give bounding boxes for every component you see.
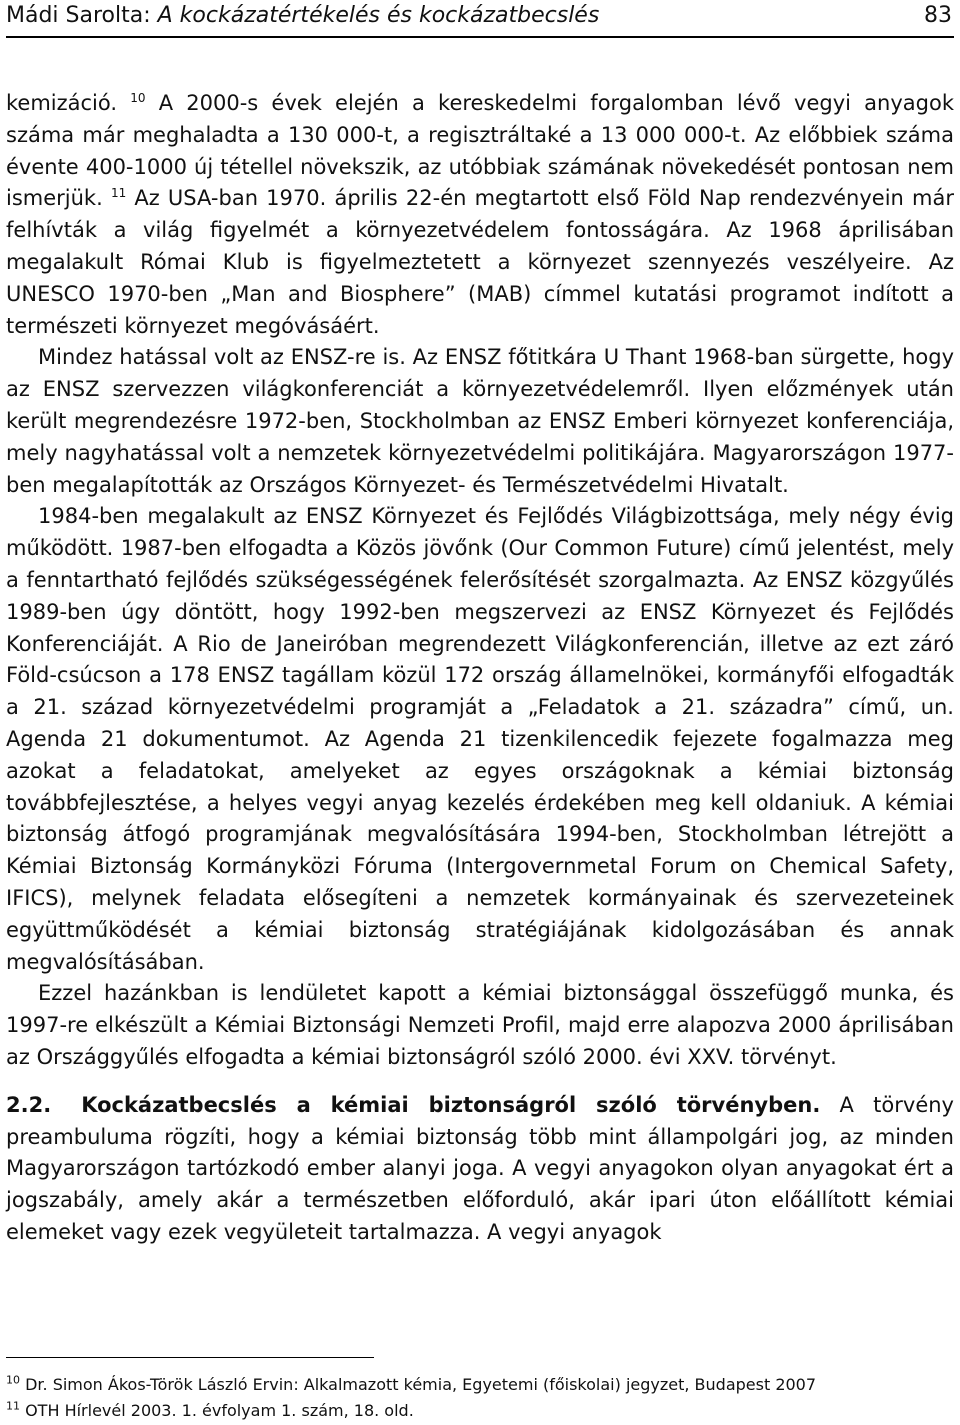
document-body: [6, 88, 954, 1249]
footnote-ref-10[interactable]: 10: [130, 91, 146, 105]
page-number: 83: [924, 3, 952, 28]
chapter-title: A kockázatértékelés és kockázatbecslés: [157, 3, 600, 28]
page-header: [6, 0, 954, 38]
footnote-ref-11[interactable]: 11: [110, 186, 127, 201]
paragraph-1: [6, 88, 954, 342]
paragraph-text: kemizáció.: [6, 91, 131, 115]
paragraph-text: A 2000-s évek elején a kereskedelmi forgalomban lévő vegyi anyagok száma már meghaladta a 130 000-t, a regisztráltaké a 13 000 000-t. Az előbbiek száma évente 400-1000 új tétellel növekszik, az utóbbiak számának növekedését pontosan nem ismerjük.: [6, 91, 954, 211]
footnote-divider: [6, 1357, 374, 1358]
paragraph-text: Az USA-ban 1970. április 22-én megtartott első Föld Nap rendezvényein már felhívták a világ figyelmét a környezetvédelem fontosságára. Az 1968 áprilisában megalakult Római Klub is figyelmeztetett a környezet szennyezés veszélyeire. Az UNESCO 1970-ben „Man and Biosphere” (MAB) címmel kutatási programot indított a természeti környezet megóvásáért.: [6, 186, 954, 338]
footnote-text: Dr. Simon Ákos-Török László Ervin: Alkalmazott kémia, Egyetemi (főiskolai) jegyzet, Budapest 2007: [20, 1375, 817, 1394]
paragraph-5: [6, 1090, 954, 1249]
section-number: 2.2.: [6, 1092, 52, 1117]
paragraph-2: Mindez hatással volt az ENSZ-re is. Az ENSZ főtitkára U Thant 1968-ban sürgette, hogy az ENSZ szervezzen világkonferenciát a környezetvédelemről. Ilyen előzmények után került megrendezésre 1972-ben, Stockholmban az ENSZ Emberi környezet konferenciája, mely nagyhatással volt a nemzetek környezetvédelmi politikájára. Magyarországon 1977-ben megalapították az Országos Környezet- és Természetvédelmi Hivatalt.: [6, 345, 954, 497]
footnote-10: [6, 1375, 816, 1394]
footnote-11: [6, 1401, 414, 1420]
footnote-text: OTH Hírlevél 2003. 1. évfolyam 1. szám, 18. old.: [20, 1401, 414, 1420]
footnote-number: 10: [6, 1373, 20, 1387]
paragraph-4: Ezzel hazánkban is lendületet kapott a kémiai biztonsággal összefüggő munka, és 1997-re elkészült a Kémiai Biztonsági Nemzeti Profil, majd erre alapozva 2000 áprilisában az Országgyűlés elfogadta a kémiai biztonságról szóló 2000. évi XXV. törvényt.: [6, 981, 954, 1069]
running-title: [6, 3, 599, 28]
author-name: Mádi Sarolta:: [6, 3, 158, 28]
paragraph-3: 1984-ben megalakult az ENSZ Környezet és Fejlődés Világbizottsága, mely négy évig működött. 1987-ben elfogadta a Közös jövőnk (Our Common Future) című jelentést, mely a fenntartható fejlődés szükségességének felerősítését szorgalmazta. Az ENSZ közgyűlés 1989-ben úgy döntött, hogy 1992-ben megszervezi az ENSZ Környezet és Fejlődés Konferenciáját. A Rio de Janeiróban megrendezett Világkonferencián, illetve az ezt záró Föld-csúcson a 178 ENSZ tagállam közül 172 ország államelnökei, kormányfői elfogadták a 21. század környezetvédelmi programját a „Feladatok a 21. századra” című, un. Agenda 21 dokumentumot. Az Agenda 21 tizenkilencedik fejezete fogalmazza meg azokat a feladatokat, amelyeket az egyes országoknak a kémiai biztonság továbbfejlesztése, a helyes vegyi anyag kezelés érdekében meg kell oldaniuk. A kémiai biztonság átfogó programjának megvalósítására 1994-ben, Stockholmban létrejött a Kémiai Biztonság Kormányközi Fóruma (Intergovernmetal Forum on Chemical Safety, IFICS), melynek feladata elősegíteni a nemzetek kormányainak és szervezeteinek együttműködését a kémiai biztonság stratégiájának kidolgozásában és annak megvalósításában.: [6, 504, 954, 974]
paragraph-text: A törvény preambuluma rögzíti, hogy a kémiai biztonság több mint állampolgári jog, az minden Magyarországon tartózkodó ember alanyi joga. A vegyi anyagokon olyan anyagokat ért a jogszabály, amely akár a természetben előforduló, akár ipari úton előállított kémiai elemeket vagy ezek vegyületeit tartalmazza. A vegyi anyagok: [6, 1092, 954, 1244]
footnote-number: 11: [6, 1399, 20, 1413]
section-heading: Kockázatbecslés a kémiai biztonságról szóló törvényben.: [81, 1092, 821, 1117]
